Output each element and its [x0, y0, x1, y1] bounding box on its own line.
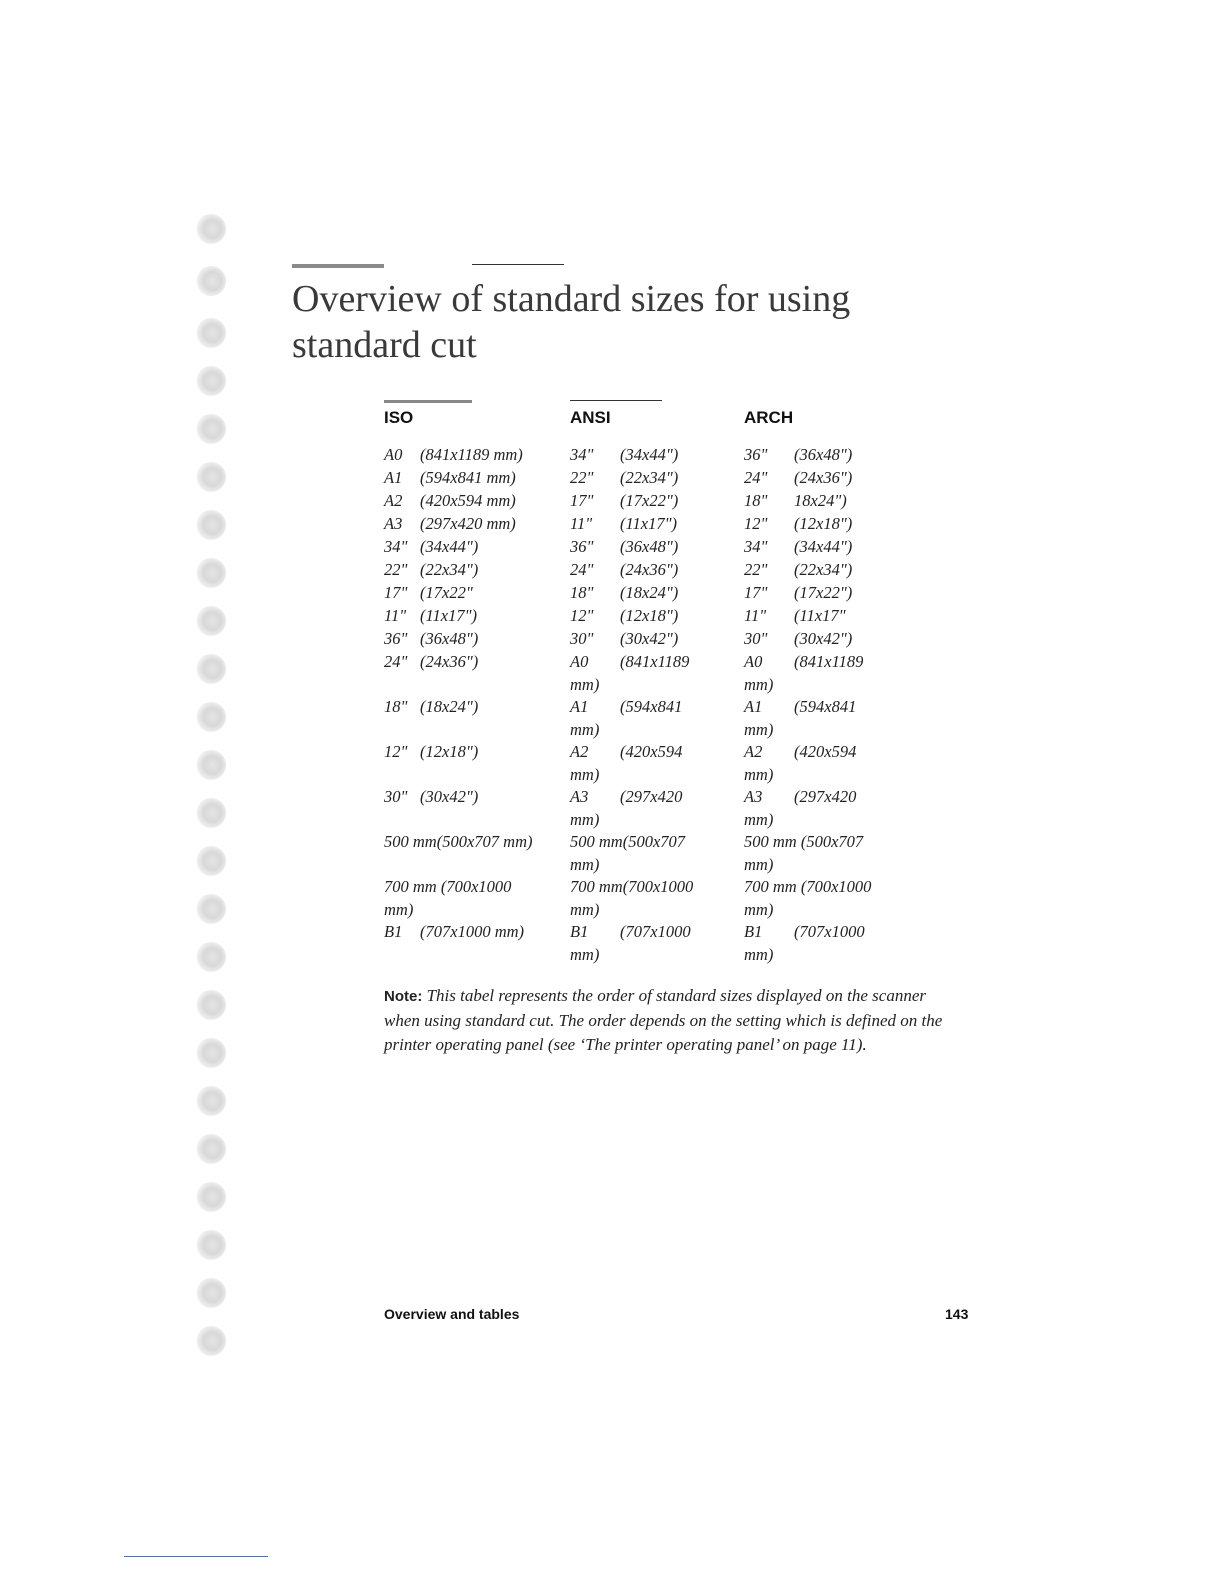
- arch-column: [744, 400, 884, 966]
- binding-hole-icon: [196, 654, 226, 684]
- iso-row: [384, 467, 541, 490]
- iso-row: [384, 559, 541, 582]
- iso-size-dimensions: (36x48"): [420, 629, 479, 648]
- ansi-size-name: 17": [570, 491, 594, 510]
- arch-size-name: 34": [744, 537, 768, 556]
- arch-row: [744, 876, 884, 921]
- iso-column: [384, 400, 541, 966]
- ansi-size-name: B1: [570, 922, 589, 941]
- arch-row: [744, 741, 884, 786]
- arch-size-dimensions: (420x594: [794, 742, 857, 761]
- note: [384, 984, 964, 1057]
- iso-size-name: 11": [384, 606, 407, 625]
- iso-row: [384, 536, 541, 559]
- ansi-size-dimensions: (707x1000: [620, 922, 691, 941]
- iso-size-dimensions: (12x18"): [420, 742, 479, 761]
- ansi-size-name: A1: [570, 697, 589, 716]
- arch-header: [744, 400, 884, 434]
- arch-size-dimensions: (17x22"): [794, 583, 853, 602]
- ansi-header-bar: [570, 400, 662, 401]
- iso-size-dimensions: (707x1000 mm): [420, 922, 525, 941]
- arch-size-name: 11": [744, 606, 767, 625]
- arch-size-name: 700 mm (700x1000: [744, 877, 872, 896]
- binding-hole-icon: [196, 414, 226, 444]
- iso-row: [384, 605, 541, 628]
- ansi-size-dimensions: (297x420: [620, 787, 683, 806]
- title-rule-thick: [292, 264, 384, 268]
- arch-size-dimensions: (30x42"): [794, 629, 853, 648]
- arch-row: [744, 490, 884, 513]
- iso-size-name: 30": [384, 787, 408, 806]
- arch-size-name: 22": [744, 560, 768, 579]
- page-number: 143: [945, 1306, 969, 1322]
- binding-hole-icon: [196, 894, 226, 924]
- iso-size-name: A2: [384, 491, 403, 510]
- iso-size-name: 500 mm(500x707 mm): [384, 832, 533, 851]
- ansi-row: [570, 741, 710, 786]
- iso-size-dimensions: (11x17"): [420, 606, 478, 625]
- ansi-size-dimensions: (420x594: [620, 742, 683, 761]
- iso-row: [384, 490, 541, 513]
- arch-size-name: 36": [744, 445, 768, 464]
- iso-size-name: 34": [384, 537, 408, 556]
- ansi-row: [570, 513, 710, 536]
- iso-header-label: ISO: [384, 408, 414, 427]
- arch-size-dimensions: (594x841: [794, 697, 857, 716]
- note-text: This tabel represents the order of standard sizes displayed on the scanner when using standard cut. The order depends on the setting which is defined on the printer operating panel (see ‘The printer operating panel’ on page 11).: [384, 986, 943, 1054]
- footer-section-title: Overview and tables: [384, 1306, 520, 1322]
- iso-row: [384, 876, 541, 921]
- binding-hole-icon: [196, 1182, 226, 1212]
- arch-size-dimensions: (36x48"): [794, 445, 853, 464]
- iso-size-dimensions: (17x22": [420, 583, 473, 602]
- arch-size-dimensions-cont: mm): [744, 944, 774, 964]
- ansi-size-dimensions-cont: mm): [570, 899, 600, 919]
- ansi-row: [570, 628, 710, 651]
- ansi-size-dimensions: (841x1189: [620, 652, 690, 671]
- ansi-size-name: 12": [570, 606, 594, 625]
- iso-row: [384, 696, 541, 741]
- binding-hole-icon: [196, 846, 226, 876]
- binding-hole-icon: [196, 1038, 226, 1068]
- binding-hole-icon: [196, 606, 226, 636]
- arch-size-dimensions: (11x17": [794, 606, 846, 625]
- ansi-rows: [570, 444, 710, 966]
- iso-size-name: 17": [384, 583, 408, 602]
- arch-row: [744, 536, 884, 559]
- arch-size-dimensions: (12x18"): [794, 514, 853, 533]
- arch-row: [744, 696, 884, 741]
- ansi-size-dimensions-cont: mm): [570, 854, 600, 874]
- arch-size-dimensions: (841x1189: [794, 652, 864, 671]
- ansi-size-dimensions: (594x841: [620, 697, 683, 716]
- ansi-row: [570, 786, 710, 831]
- iso-size-dimensions: (297x420 mm): [420, 514, 516, 533]
- ansi-size-dimensions-cont: mm): [570, 809, 600, 829]
- arch-size-dimensions-cont: mm): [744, 719, 774, 739]
- arch-row: [744, 467, 884, 490]
- iso-size-dimensions: (30x42"): [420, 787, 479, 806]
- binding-hole-icon: [196, 462, 226, 492]
- arch-row: [744, 921, 884, 966]
- arch-row: [744, 444, 884, 467]
- binding-hole-icon: [196, 366, 226, 396]
- arch-size-dimensions: (34x44"): [794, 537, 853, 556]
- arch-size-name: A2: [744, 742, 763, 761]
- iso-row: [384, 651, 541, 696]
- arch-size-name: 30": [744, 629, 768, 648]
- arch-row: [744, 605, 884, 628]
- iso-row: [384, 741, 541, 786]
- ansi-row: [570, 696, 710, 741]
- arch-size-dimensions: 18x24"): [794, 491, 847, 510]
- iso-size-dimensions: (18x24"): [420, 697, 479, 716]
- ansi-size-dimensions-cont: mm): [570, 944, 600, 964]
- ansi-row: [570, 467, 710, 490]
- arch-size-dimensions-cont: mm): [744, 854, 774, 874]
- iso-size-dimensions: (34x44"): [420, 537, 479, 556]
- arch-size-name: 500 mm (500x707: [744, 832, 864, 851]
- arch-size-name: 24": [744, 468, 768, 487]
- arch-row: [744, 786, 884, 831]
- ansi-size-name: 700 mm(700x1000: [570, 877, 694, 896]
- iso-size-dimensions: (841x1189 mm): [420, 445, 523, 464]
- iso-header-bar: [384, 400, 472, 403]
- binding-hole-icon: [196, 990, 226, 1020]
- arch-row: [744, 651, 884, 696]
- binding-hole-icon: [196, 318, 226, 348]
- iso-row: [384, 513, 541, 536]
- arch-size-name: 17": [744, 583, 768, 602]
- ansi-row: [570, 605, 710, 628]
- ansi-size-dimensions: (22x34"): [620, 468, 679, 487]
- ansi-header-label: ANSI: [570, 408, 611, 427]
- ansi-size-name: 24": [570, 560, 594, 579]
- note-label: Note:: [384, 988, 423, 1005]
- iso-size-dimensions: (24x36"): [420, 652, 479, 671]
- ansi-size-name: 18": [570, 583, 594, 602]
- binding-hole-icon: [196, 798, 226, 828]
- arch-row: [744, 513, 884, 536]
- arch-size-name: 18": [744, 491, 768, 510]
- arch-row: [744, 559, 884, 582]
- ansi-row: [570, 651, 710, 696]
- ansi-size-dimensions: (36x48"): [620, 537, 679, 556]
- iso-size-dimensions: (22x34"): [420, 560, 479, 579]
- ansi-size-dimensions: (30x42"): [620, 629, 679, 648]
- iso-row: [384, 628, 541, 651]
- ansi-size-name: A2: [570, 742, 589, 761]
- binding-hole-icon: [196, 750, 226, 780]
- iso-size-name: 22": [384, 560, 408, 579]
- ansi-header: [570, 400, 710, 434]
- arch-size-name: 12": [744, 514, 768, 533]
- ansi-size-dimensions: (24x36"): [620, 560, 679, 579]
- iso-row: [384, 831, 541, 876]
- ansi-size-dimensions: (17x22"): [620, 491, 679, 510]
- arch-row: [744, 582, 884, 605]
- arch-row: [744, 831, 884, 876]
- iso-size-dimensions: mm): [384, 899, 414, 919]
- binding-hole-icon: [196, 1134, 226, 1164]
- arch-row: [744, 628, 884, 651]
- ansi-column: [570, 400, 710, 966]
- iso-size-dimensions: [384, 865, 541, 876]
- binding-hole-icon: [196, 702, 226, 732]
- ansi-size-dimensions-cont: mm): [570, 674, 600, 694]
- ansi-size-name: A3: [570, 787, 589, 806]
- arch-size-dimensions-cont: mm): [744, 809, 774, 829]
- arch-size-dimensions-cont: mm): [744, 674, 774, 694]
- ansi-size-name: A0: [570, 652, 589, 671]
- ansi-size-dimensions-cont: mm): [570, 719, 600, 739]
- arch-size-dimensions-cont: mm): [744, 764, 774, 784]
- ansi-size-name: 30": [570, 629, 594, 648]
- arch-size-dimensions: (297x420: [794, 787, 857, 806]
- arch-size-name: A0: [744, 652, 763, 671]
- binding-hole-icon: [196, 1230, 226, 1260]
- binding-hole-icon: [196, 214, 226, 244]
- iso-row: [384, 582, 541, 605]
- page-title: Overview of standard sizes for using standard cut: [292, 278, 851, 366]
- ansi-size-name: 11": [570, 514, 593, 533]
- ansi-row: [570, 536, 710, 559]
- ansi-row: [570, 831, 710, 876]
- arch-header-label: ARCH: [744, 408, 794, 427]
- binding-hole-icon: [196, 1326, 226, 1356]
- iso-size-name: A1: [384, 468, 403, 487]
- iso-size-name: A0: [384, 445, 403, 464]
- ansi-size-dimensions-cont: mm): [570, 764, 600, 784]
- binding-hole-icon: [196, 510, 226, 540]
- ansi-row: [570, 921, 710, 966]
- iso-size-name: 24": [384, 652, 408, 671]
- iso-row: [384, 444, 541, 467]
- iso-size-dimensions: (594x841 mm): [420, 468, 516, 487]
- bottom-edge-line: [124, 1556, 268, 1557]
- ansi-size-dimensions: (12x18"): [620, 606, 679, 625]
- iso-size-dimensions: (420x594 mm): [420, 491, 516, 510]
- ansi-size-dimensions: (18x24"): [620, 583, 679, 602]
- iso-header: [384, 400, 541, 434]
- arch-size-dimensions: (24x36"): [794, 468, 853, 487]
- binding-hole-icon: [196, 1086, 226, 1116]
- ansi-row: [570, 559, 710, 582]
- iso-size-name: 12": [384, 742, 408, 761]
- iso-size-name: 36": [384, 629, 408, 648]
- ansi-row: [570, 444, 710, 467]
- arch-size-name: B1: [744, 922, 763, 941]
- ansi-size-dimensions: (11x17"): [620, 514, 678, 533]
- iso-size-name: 700 mm (700x1000: [384, 877, 512, 896]
- title-rule-thin: [472, 264, 564, 265]
- arch-size-name: A1: [744, 697, 763, 716]
- ansi-row: [570, 582, 710, 605]
- ansi-size-dimensions: (34x44"): [620, 445, 679, 464]
- iso-size-name: 18": [384, 697, 408, 716]
- ansi-size-name: 34": [570, 445, 594, 464]
- arch-rows: [744, 444, 884, 966]
- binding-hole-icon: [196, 266, 226, 296]
- binding-hole-icon: [196, 558, 226, 588]
- arch-size-name: A3: [744, 787, 763, 806]
- iso-rows: [384, 444, 541, 966]
- arch-size-dimensions: (22x34"): [794, 560, 853, 579]
- binding-hole-icon: [196, 942, 226, 972]
- ansi-size-name: 36": [570, 537, 594, 556]
- arch-size-dimensions: (707x1000: [794, 922, 865, 941]
- ansi-row: [570, 876, 710, 921]
- ansi-size-name: 500 mm(500x707: [570, 832, 686, 851]
- ansi-row: [570, 490, 710, 513]
- binding-hole-icon: [196, 1278, 226, 1308]
- arch-size-dimensions-cont: mm): [744, 899, 774, 919]
- binding-holes: [196, 214, 236, 1364]
- iso-row: [384, 786, 541, 831]
- iso-size-name: A3: [384, 514, 403, 533]
- iso-row: [384, 921, 541, 966]
- iso-size-name: B1: [384, 922, 403, 941]
- ansi-size-name: 22": [570, 468, 594, 487]
